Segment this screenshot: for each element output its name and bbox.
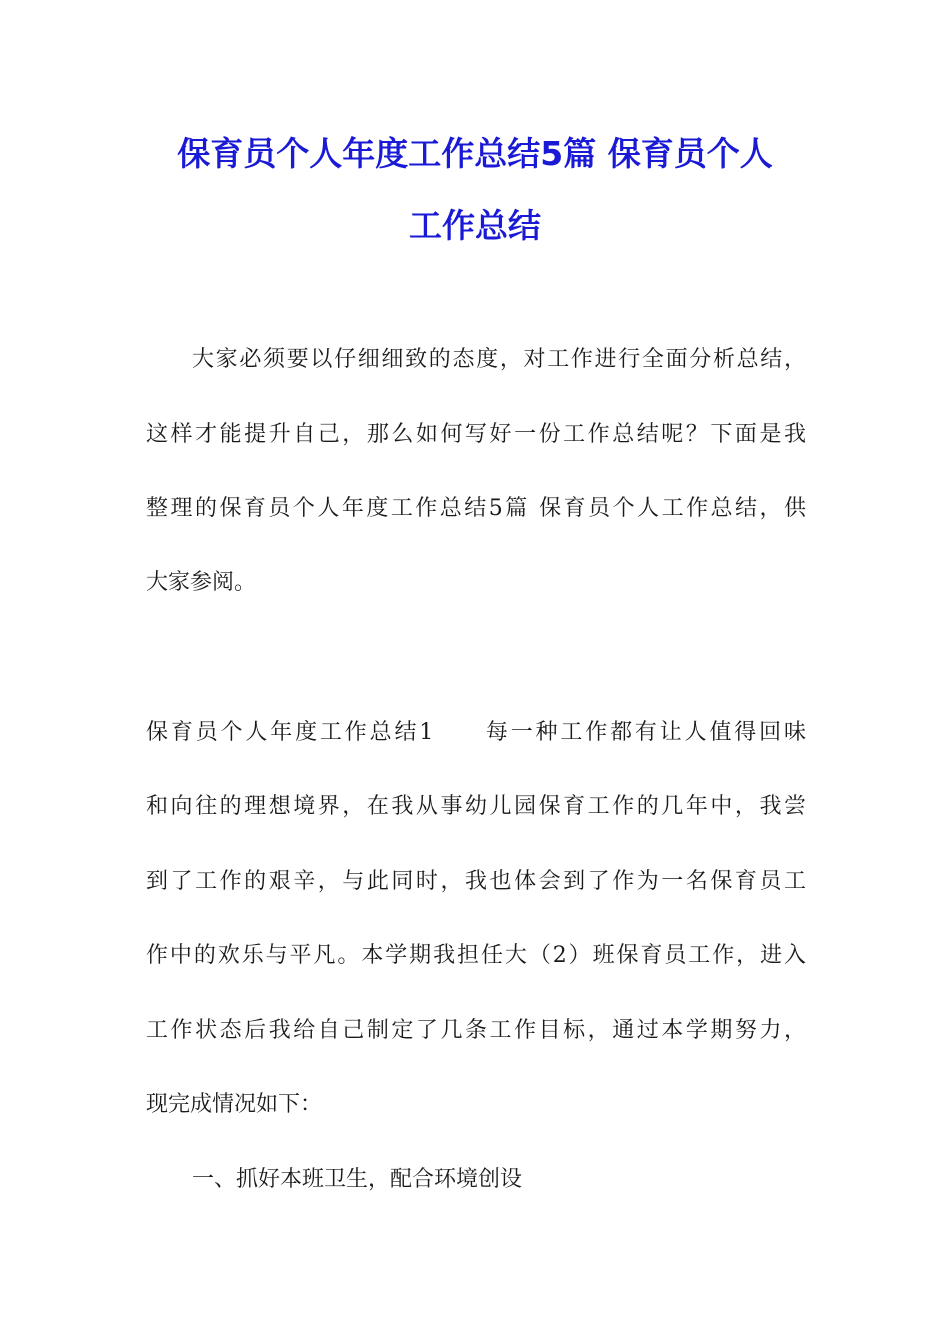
intro-line-3: 整理的保育员个人年度工作总结5篇 保育员个人工作总结，供 [146,496,806,521]
document-title-line-2: 工作总结 [409,206,541,245]
section1-line-1: 保育员个人年度工作总结1 每一种工作都有让人值得回味 [146,720,806,745]
intro-line-1: 大家必须要以仔细细致的态度，对工作进行全面分析总结， [192,347,806,372]
section1-line-3: 到了工作的艰辛，与此同时，我也体会到了作为一名保育员工 [146,869,806,894]
section1-line-4: 作中的欢乐与平凡。本学期我担任大（2）班保育员工作，进入 [146,943,806,968]
section1-line-2: 和向往的理想境界，在我从事幼儿园保育工作的几年中，我尝 [146,794,806,819]
section-heading-1: 一、抓好本班卫生，配合环境创设 [192,1167,523,1192]
section1-line-5: 工作状态后我给自己制定了几条工作目标，通过本学期努力， [146,1018,806,1043]
intro-line-4: 大家参阅。 [146,570,257,595]
intro-line-2: 这样才能提升自己，那么如何写好一份工作总结呢？下面是我 [146,422,806,447]
document-title-line-1: 保育员个人年度工作总结5篇 保育员个人 [177,134,773,173]
section1-line-6: 现完成情况如下： [146,1092,323,1117]
